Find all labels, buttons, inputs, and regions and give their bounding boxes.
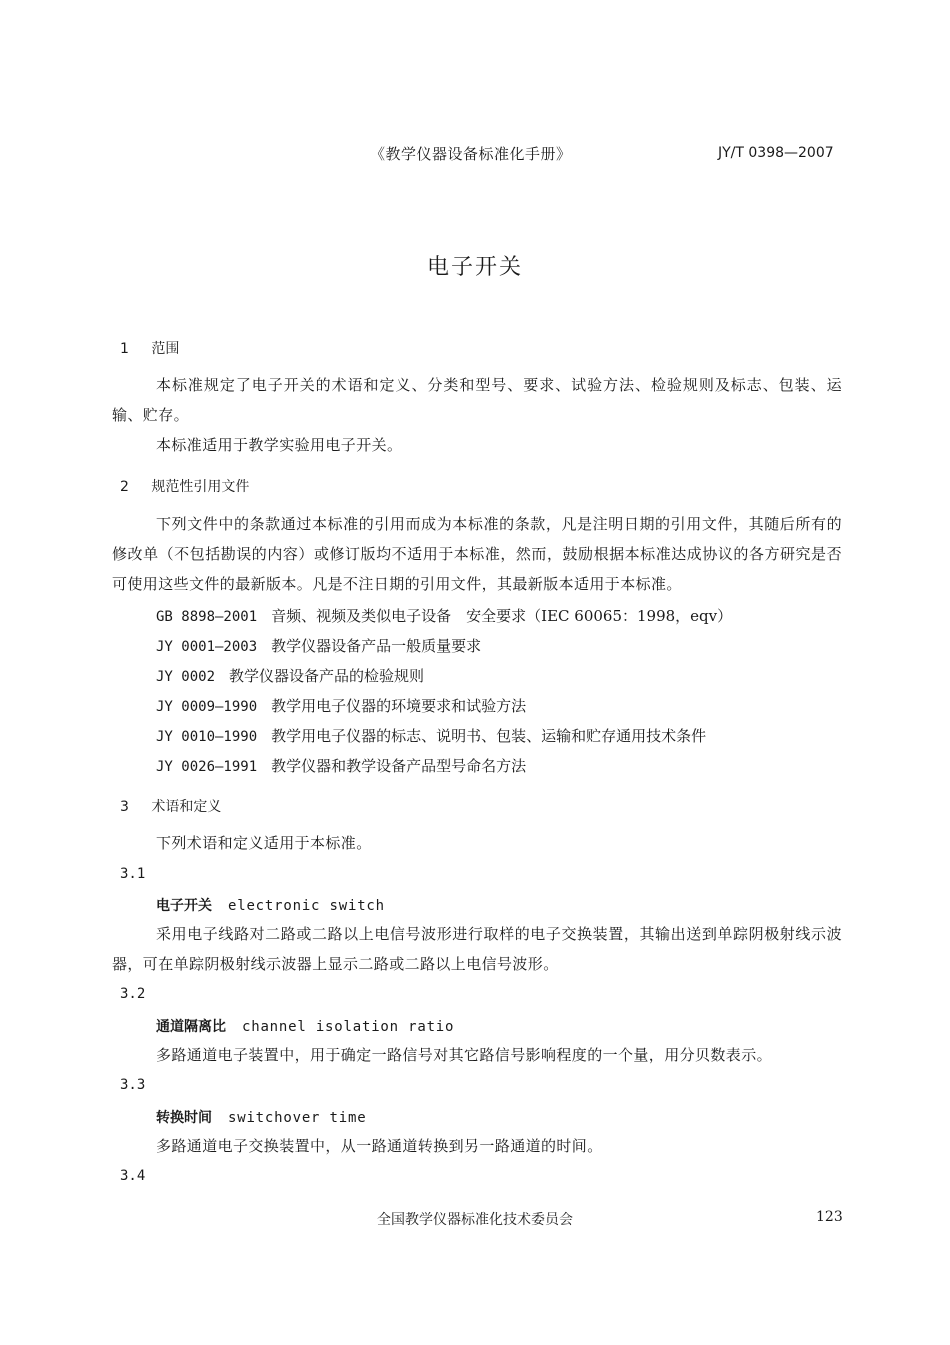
reference-title: 教学仪器和教学设备产品型号命名方法 (271, 757, 527, 775)
term-english: switchover time (228, 1110, 367, 1126)
reference-item (156, 725, 706, 746)
reference-code: JY 0026—1991 (156, 759, 258, 775)
footer-organization: 全国教学仪器标准化技术委员会 (377, 1212, 573, 1228)
section-number: 3 (120, 799, 129, 815)
section-number: 1 (120, 341, 129, 357)
document-title: 电子开关 (426, 255, 523, 280)
clause-number: 3.4 (120, 1168, 146, 1184)
clause-number: 3.3 (120, 1077, 146, 1093)
running-header-standard-code: JY/T 0398—2007 (718, 145, 834, 161)
page-number: 123 (816, 1209, 843, 1225)
reference-title: 教学用电子仪器的环境要求和试验方法 (271, 697, 527, 715)
clause-number: 3.2 (120, 986, 146, 1002)
clause-number: 3.1 (120, 866, 146, 882)
term-definition: 多路通道电子交换装置中，从一路通道转换到另一路通道的时间。 (156, 1137, 603, 1155)
section-title: 规范性引用文件 (151, 479, 250, 495)
reference-item (156, 755, 526, 776)
term-heading (156, 895, 385, 915)
reference-title: 教学仪器设备产品的检验规则 (229, 667, 425, 685)
section-1-paragraph-2: 本标准适用于教学实验用电子开关。 (156, 436, 403, 454)
reference-title: 教学用电子仪器的标志、说明书、包装、运输和贮存通用技术条件 (271, 727, 707, 745)
term-chinese: 通道隔离比 (156, 1019, 226, 1035)
term-definition: 采用电子线路对二路或二路以上电信号波形进行取样的电子交换装置，其输出送到单踪阴极射线示波器，可在单踪阴极射线示波器上显示二路或二路以上电信号波形。 (112, 925, 842, 973)
reference-code: JY 0009—1990 (156, 699, 258, 715)
reference-item (156, 665, 424, 686)
term-english: channel isolation ratio (242, 1019, 455, 1035)
section-1-paragraph-1: 本标准规定了电子开关的术语和定义、分类和型号、要求、试验方法、检验规则及标志、包装、运输、贮存。 (112, 376, 842, 424)
reference-title: 教学仪器设备产品一般质量要求 (271, 637, 482, 655)
reference-code: JY 0010—1990 (156, 729, 258, 745)
term-definition: 多路通道电子装置中，用于确定一路信号对其它路信号影响程度的一个量，用分贝数表示。 (156, 1046, 773, 1064)
term-chinese: 转换时间 (156, 1110, 212, 1126)
section-number: 2 (120, 479, 129, 495)
section-2-heading (120, 476, 249, 496)
term-english: electronic switch (228, 898, 385, 914)
section-title: 范围 (151, 341, 180, 357)
term-heading (156, 1107, 366, 1127)
section-3-heading (120, 796, 221, 816)
reference-code: JY 0001—2003 (156, 639, 258, 655)
term-chinese: 电子开关 (156, 898, 212, 914)
running-header-book-title: 《教学仪器设备标准化手册》 (370, 145, 572, 163)
reference-item (156, 635, 481, 656)
section-1-heading (120, 338, 179, 358)
reference-title: 音频、视频及类似电子设备 安全要求（IEC 60065：1998，eqv） (271, 607, 733, 625)
reference-item (156, 695, 526, 716)
section-title: 术语和定义 (151, 799, 222, 815)
reference-item (156, 605, 732, 626)
section-3-paragraph-1: 下列术语和定义适用于本标准。 (156, 834, 372, 852)
term-heading (156, 1016, 454, 1036)
reference-code: JY 0002 (156, 669, 216, 685)
section-2-paragraph-1: 下列文件中的条款通过本标准的引用而成为本标准的条款，凡是注明日期的引用文件，其随后所有的修改单（不包括勘误的内容）或修订版均不适用于本标准，然而，鼓励根据本标准达成协议的各方研究是否可使用这些文件的最新版本。凡是不注日期的引用文件，其最新版本适用于本标准。 (112, 515, 842, 593)
reference-code: GB 8898—2001 (156, 609, 258, 625)
